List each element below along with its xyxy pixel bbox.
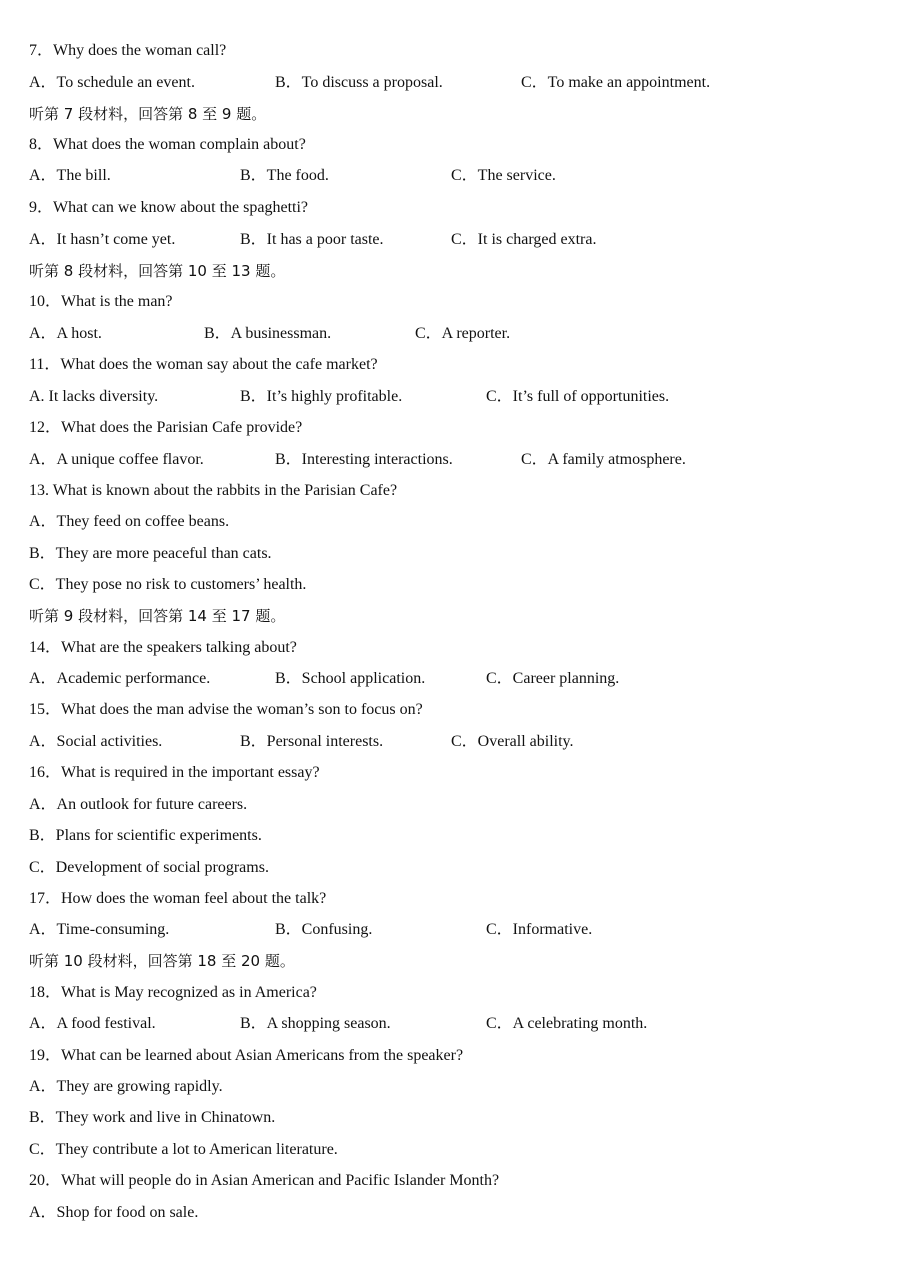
option-a: A．They are growing rapidly. xyxy=(29,1078,223,1095)
option-c: C．Informative. xyxy=(486,921,593,938)
option-c: C．It is charged extra. xyxy=(451,231,597,248)
option-b: B．The food. xyxy=(240,167,329,184)
question-9: 9．What can we know about the spaghetti? xyxy=(29,199,309,216)
question-11: 11．What does the woman say about the cafe market? xyxy=(29,356,378,373)
option-a: A．A food festival. xyxy=(29,1015,156,1032)
section-heading-7: 听第 7 段材料，回答第 8 至 9 题。 xyxy=(29,105,267,123)
option-a: A．To schedule an event. xyxy=(29,74,195,91)
question-17: 17．How does the woman feel about the talk? xyxy=(29,890,327,907)
option-a: A．A host. xyxy=(29,325,102,342)
option-c: C．Overall ability. xyxy=(451,733,574,750)
option-c: C．A family atmosphere. xyxy=(521,451,686,468)
option-b: B．It has a poor taste. xyxy=(240,231,384,248)
question-15: 15．What does the man advise the woman’s son to focus on? xyxy=(29,701,423,718)
option-b: B．To discuss a proposal. xyxy=(275,74,443,91)
option-b: B．A businessman. xyxy=(204,325,332,342)
option-a: A．They feed on coffee beans. xyxy=(29,513,230,530)
option-c: C．They pose no risk to customers’ health. xyxy=(29,576,307,593)
option-b: B．Personal interests. xyxy=(240,733,384,750)
option-c: C．A reporter. xyxy=(415,325,511,342)
section-heading-10: 听第 10 段材料，回答第 18 至 20 题。 xyxy=(29,952,295,970)
option-c: C．It’s full of opportunities. xyxy=(486,388,670,405)
option-b: B．Interesting interactions. xyxy=(275,451,453,468)
option-c: C．Development of social programs. xyxy=(29,859,269,876)
option-b: B．They work and live in Chinatown. xyxy=(29,1109,276,1126)
option-b: B．They are more peaceful than cats. xyxy=(29,545,272,562)
question-16: 16．What is required in the important essay? xyxy=(29,764,320,781)
option-a: A．Time-consuming. xyxy=(29,921,170,938)
question-7: 7．Why does the woman call? xyxy=(29,42,227,59)
option-a: A．A unique coffee flavor. xyxy=(29,451,204,468)
option-c: C．The service. xyxy=(451,167,556,184)
option-c: C．To make an appointment. xyxy=(521,74,711,91)
option-a: A. It lacks diversity. xyxy=(29,388,159,405)
option-b: B．School application. xyxy=(275,670,426,687)
option-a: A．An outlook for future careers. xyxy=(29,796,248,813)
option-a: A．Shop for food on sale. xyxy=(29,1204,199,1221)
option-b: B．Confusing. xyxy=(275,921,373,938)
option-c: C．A celebrating month. xyxy=(486,1015,648,1032)
section-heading-9: 听第 9 段材料，回答第 14 至 17 题。 xyxy=(29,607,286,625)
option-b: B．Plans for scientific experiments. xyxy=(29,827,262,844)
section-heading-8: 听第 8 段材料，回答第 10 至 13 题。 xyxy=(29,262,286,280)
option-c: C．Career planning. xyxy=(486,670,620,687)
question-18: 18．What is May recognized as in America? xyxy=(29,984,317,1001)
option-a: A．Social activities. xyxy=(29,733,163,750)
question-10: 10．What is the man? xyxy=(29,293,173,310)
option-a: A．The bill. xyxy=(29,167,111,184)
question-19: 19．What can be learned about Asian Americans from the speaker? xyxy=(29,1047,464,1064)
question-14: 14．What are the speakers talking about? xyxy=(29,639,297,656)
question-13: 13. What is known about the rabbits in the Parisian Cafe? xyxy=(29,482,398,499)
option-b: B．It’s highly profitable. xyxy=(240,388,403,405)
question-8: 8．What does the woman complain about? xyxy=(29,136,306,153)
option-c: C．They contribute a lot to American literature. xyxy=(29,1141,338,1158)
option-a: A．Academic performance. xyxy=(29,670,211,687)
option-b: B．A shopping season. xyxy=(240,1015,391,1032)
option-a: A．It hasn’t come yet. xyxy=(29,231,176,248)
question-20: 20．What will people do in Asian American and Pacific Islander Month? xyxy=(29,1172,500,1189)
question-12: 12．What does the Parisian Cafe provide? xyxy=(29,419,303,436)
